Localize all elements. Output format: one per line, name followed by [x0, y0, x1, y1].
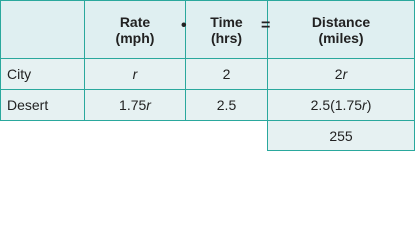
blank-cell — [85, 121, 186, 151]
blank-cell — [1, 121, 85, 151]
table-row-desert — [1, 90, 415, 121]
city-rate-cell — [85, 59, 186, 90]
desert-distance-var: r — [362, 97, 367, 113]
desert-rate-cell — [85, 90, 186, 121]
header-row — [1, 1, 415, 59]
desert-distance-pre: 2.5(1.75 — [310, 97, 363, 113]
desert-distance-post: ) — [366, 97, 372, 113]
multiply-operator: • — [181, 17, 187, 34]
desert-distance-cell — [268, 90, 415, 121]
city-distance-var: r — [342, 66, 348, 82]
equals-operator: = — [261, 17, 271, 34]
time-header — [186, 1, 271, 59]
city-time-cell: 2 — [186, 59, 268, 90]
city-distance-cell — [268, 59, 415, 90]
time-header-label: Time — [210, 13, 243, 30]
city-rate-var: r — [132, 66, 138, 82]
corner-header-cell — [1, 1, 85, 59]
total-row — [1, 121, 415, 151]
rate-header-unit: (mph) — [115, 29, 155, 46]
time-header-unit: (hrs) — [210, 29, 243, 46]
distance-header-unit: (miles) — [318, 29, 364, 46]
distance-header-label: Distance — [311, 13, 371, 30]
table-row-city — [1, 59, 415, 90]
desert-rate-coef: 1.75 — [119, 97, 147, 113]
distance-header — [268, 1, 415, 59]
blank-cell — [186, 121, 268, 151]
rate-header-label: Rate — [119, 13, 151, 30]
total-distance-cell: 255 — [268, 121, 415, 151]
city-distance-pre: 2 — [334, 66, 343, 82]
rate-header — [85, 1, 186, 59]
row-label-city: City — [1, 59, 85, 90]
desert-rate-var: r — [146, 97, 151, 113]
desert-time-cell: 2.5 — [186, 90, 268, 121]
row-label-desert: Desert — [1, 90, 85, 121]
